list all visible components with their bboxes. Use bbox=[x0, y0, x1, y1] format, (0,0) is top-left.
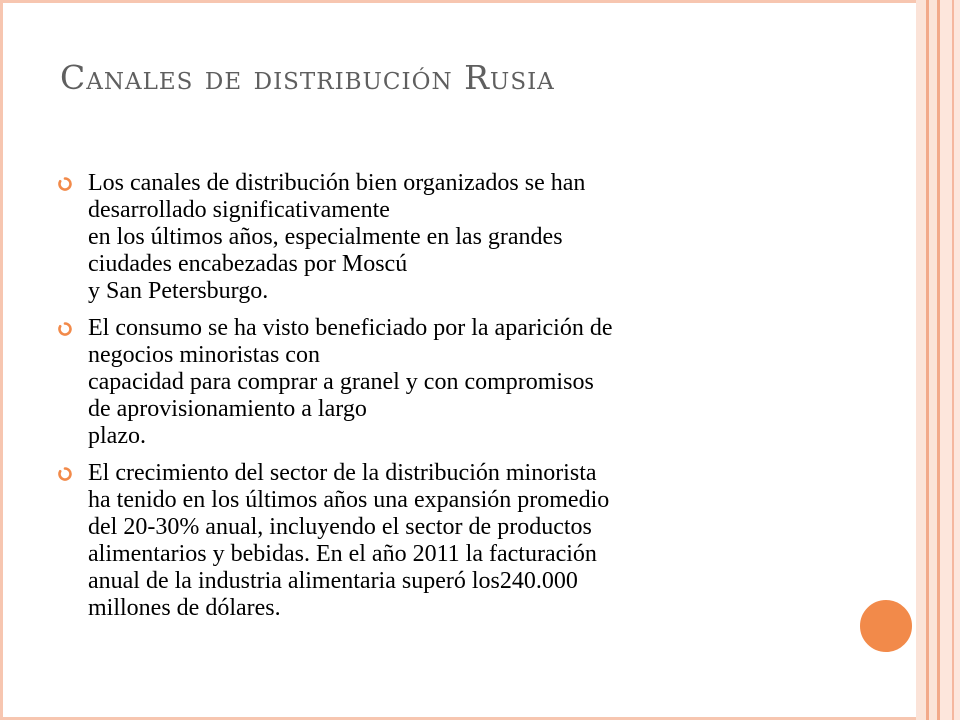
bullet-item bbox=[58, 170, 838, 305]
bullet-line: alimentarios y bebidas. En el año 2011 la facturación bbox=[88, 541, 597, 567]
bullet-line: El consumo se ha visto beneficiado por la aparición de bbox=[88, 315, 613, 341]
bullet-line: millones de dólares. bbox=[88, 595, 281, 621]
bullet-item bbox=[58, 460, 838, 622]
bullet-line: Los canales de distribución bien organizados se han bbox=[88, 170, 586, 196]
bullet-line: plazo. bbox=[88, 423, 146, 449]
bullet-list bbox=[58, 170, 838, 632]
side-band bbox=[952, 0, 954, 720]
bullet-line: ha tenido en los últimos años una expansión promedio bbox=[88, 487, 610, 513]
accent-circle bbox=[857, 597, 915, 655]
bullet-line: y San Petersburgo. bbox=[88, 278, 269, 304]
bullet-line: capacidad para comprar a granel y con compromisos bbox=[88, 369, 594, 395]
bullet-line: de aprovisionamiento a largo bbox=[88, 396, 367, 422]
decorative-side-bands bbox=[916, 0, 960, 720]
bullet-line: El crecimiento del sector de la distribución minorista bbox=[88, 460, 597, 486]
bullet-line: desarrollado significativamente bbox=[88, 197, 390, 223]
bullet-line: del 20-30% anual, incluyendo el sector de productos bbox=[88, 514, 592, 540]
side-band bbox=[916, 0, 926, 720]
ring-bullet-icon bbox=[58, 177, 72, 191]
bullet-line: negocios minoristas con bbox=[88, 342, 320, 368]
bullet-line: ciudades encabezadas por Moscú bbox=[88, 251, 408, 277]
bullet-item bbox=[58, 315, 838, 450]
ring-bullet-icon bbox=[58, 322, 72, 336]
bullet-line: anual de la industria alimentaria superó los240.000 bbox=[88, 568, 578, 594]
ring-bullet-icon bbox=[58, 467, 72, 481]
side-band bbox=[940, 0, 960, 720]
side-band bbox=[929, 0, 937, 720]
slide-title: Canales de distribución Rusia bbox=[60, 58, 555, 97]
bullet-line: en los últimos años, especialmente en las grandes bbox=[88, 224, 563, 250]
